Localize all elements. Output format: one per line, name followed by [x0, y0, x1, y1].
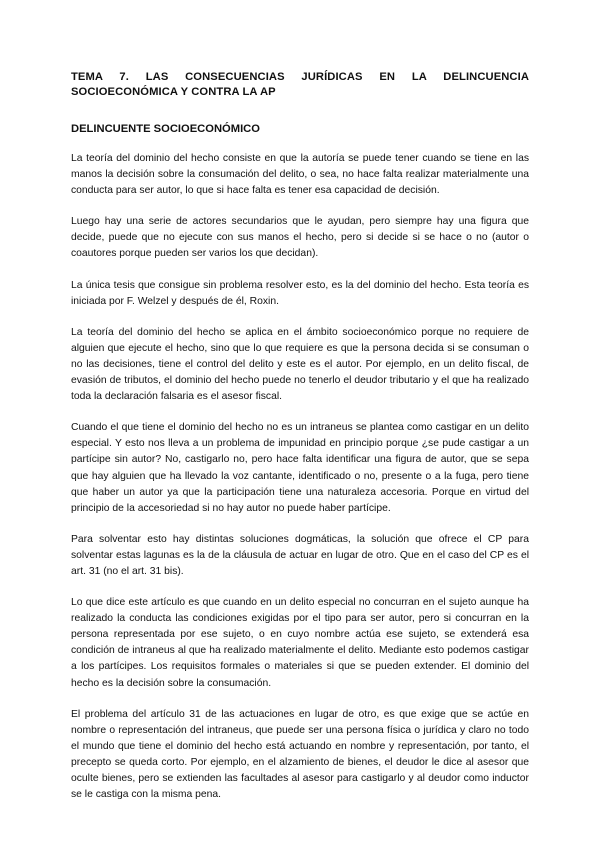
paragraph: Lo que dice este artículo es que cuando en un delito especial no concurran en el sujeto aunque ha realizado la conducta las condiciones exigidas por el tipo para ser autor, pero si concurran en la persona representada por ese sujeto, o en cuyo nombre actúa ese sujeto, se extenderá esa condición de intraneus al que ha realizado materialmente el delito. Mediante esto podemos castigar a los partícipes. Los requisitos formales o materiales si que se pueden extender. El dominio del hecho es la decisión sobre la consumación.: [71, 597, 529, 689]
page-title: TEMA 7. LAS CONSECUENCIAS JURÍDICAS EN LA DELINCUENCIA SOCIOECONÓMICA Y CONTRA LA AP: [71, 71, 529, 98]
document-page: [71, 70, 529, 818]
section-heading: DELINCUENTE SOCIOECONÓMICO: [71, 123, 260, 135]
paragraph: Luego hay una serie de actores secundarios que le ayudan, pero siempre hay una figura que decide, puede que no ejecute con sus manos el hecho, pero si decide si se hace o no (autor o coautores porque pueden ser varios los que decidan).: [71, 216, 529, 260]
paragraph: Cuando el que tiene el dominio del hecho no es un intraneus se plantea como castigar en un delito especial. Y esto nos lleva a un problema de impunidad en principio porque ¿se pude castigar a un partícipe sin autor? No, castigarlo no, pero hace falta identificar una figura de autor, que se sepa que hay alguien que ha llevado la voz cantante, identificado o no, presente o a la fuga, pero tiene que haber un autor ya que la participación tiene una naturaleza accesoria. Porque en virtud del principio de la accesoriedad si no hay autor no puede haber partícipe.: [71, 422, 529, 514]
paragraph: La teoría del dominio del hecho consiste en que la autoría se puede tener cuando se tiene en las manos la decisión sobre la consumación del delito, o sea, no hace falta realizar materialmente una conducta para ser autor, lo que si hace falta es tener esa capacidad de decisión.: [71, 153, 529, 197]
paragraph: El problema del artículo 31 de las actuaciones en lugar de otro, es que exige que se actúe en nombre o representación del intraneus, que puede ser una persona física o jurídica y claro no todo el mundo que tiene el dominio del hecho está actuando en nombre y representación, por tanto, el precepto se queda corto. Por ejemplo, en el alzamiento de bienes, el deudor le dice al asesor que oculte bienes, pero se extienden las facultades al asesor para castigarlo y al deudor como inductor se le castiga con la misma pena.: [71, 708, 529, 801]
paragraph: La teoría del dominio del hecho se aplica en el ámbito socioeconómico porque no requiere de alguien que ejecute el hecho, sino que lo que requiere es que la persona decida si se consuman o no las decisiones, tiene el control del delito y este es el autor. Por ejemplo, en un delito fiscal, de evasión de tributos, el dominio del hecho puede no tenerlo el deudor tributario y el que ha realizado toda la declaración falsaria es el asesor fiscal.: [71, 326, 529, 403]
paragraph: La única tesis que consigue sin problema resolver esto, es la del dominio del hecho. Esta teoría es iniciada por F. Welzel y después de él, Roxin.: [71, 279, 529, 307]
paragraph: Para solventar esto hay distintas soluciones dogmáticas, la solución que ofrece el CP para solventar estas lagunas es la de la cláusula de actuar en lugar de otro. Que en el caso del CP es el art. 31 (no el art. 31 bis).: [71, 533, 529, 577]
